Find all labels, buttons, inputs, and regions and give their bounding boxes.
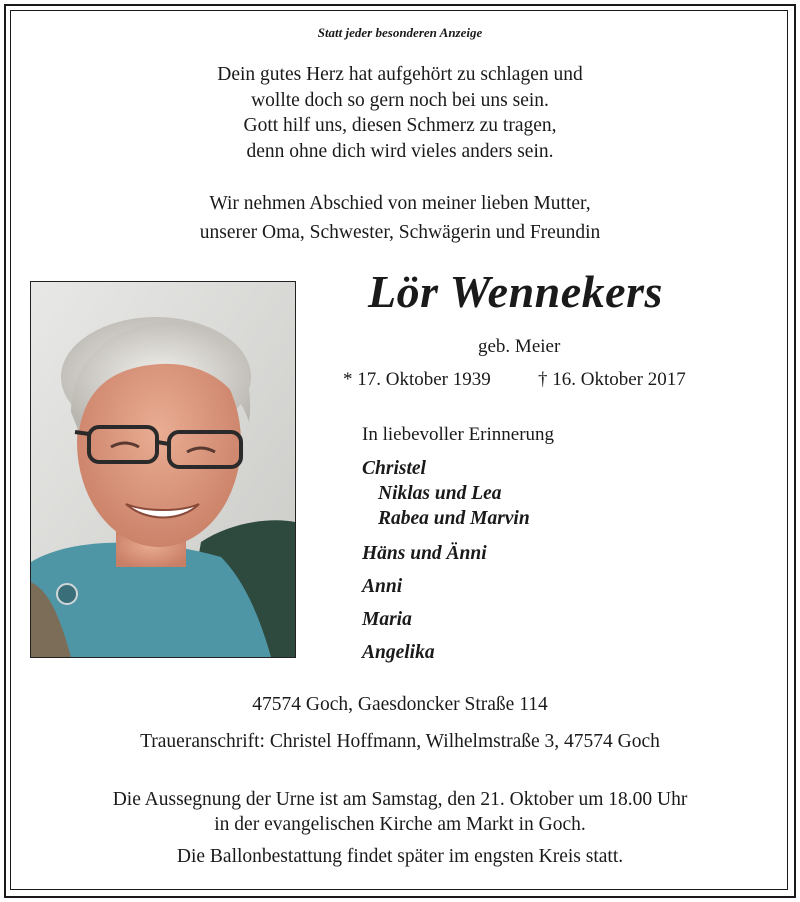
home-address: 47574 Goch, Gaesdoncker Straße 114: [252, 694, 548, 715]
intro-line: unserer Oma, Schwester, Schwägerin und Freundin: [199, 222, 601, 243]
verse: [0, 62, 800, 164]
verse-line: wollte doch so gern noch bei uns sein.: [251, 89, 549, 111]
family-member: Christel: [362, 458, 426, 479]
death-date: † 16. Oktober 2017: [538, 369, 686, 390]
maiden-name: geb. Meier: [478, 336, 561, 357]
intro-text: [0, 189, 800, 247]
family-member: Angelika: [362, 642, 435, 663]
intro-line: Wir nehmen Abschied von meiner lieben Mutter,: [209, 193, 591, 214]
portrait-photo: [30, 281, 296, 658]
verse-line: Gott hilf uns, diesen Schmerz zu tragen,: [243, 115, 557, 136]
family-member: Häns und Änni: [362, 543, 487, 564]
header-note: Statt jeder besonderen Anzeige: [317, 25, 483, 40]
balloon-notice: Die Ballonbestattung findet später im engsten Kreis statt.: [176, 846, 624, 867]
deceased-name: Lör Wennekers: [368, 266, 663, 317]
memory-line: In liebevoller Erinnerung: [362, 424, 555, 445]
birth-date: * 17. Oktober 1939: [343, 369, 491, 390]
mourning-address: Traueranschrift: Christel Hoffmann, Wilhelmstraße 3, 47574 Goch: [140, 731, 660, 752]
family-member: Anni: [362, 576, 403, 597]
family-member: Rabea und Marvin: [378, 508, 530, 529]
family-member: Maria: [362, 609, 412, 630]
funeral-line: in der evangelischen Kirche am Markt in Goch.: [214, 814, 586, 835]
verse-line: Dein gutes Herz hat aufgehört zu schlagen und: [217, 64, 583, 85]
funeral-notice: [0, 787, 800, 837]
family-member: Niklas und Lea: [378, 483, 502, 504]
funeral-line: Die Aussegnung der Urne ist am Samstag, den 21. Oktober um 18.00 Uhr: [112, 789, 688, 810]
verse-line: denn ohne dich wird vieles anders sein.: [246, 140, 554, 162]
